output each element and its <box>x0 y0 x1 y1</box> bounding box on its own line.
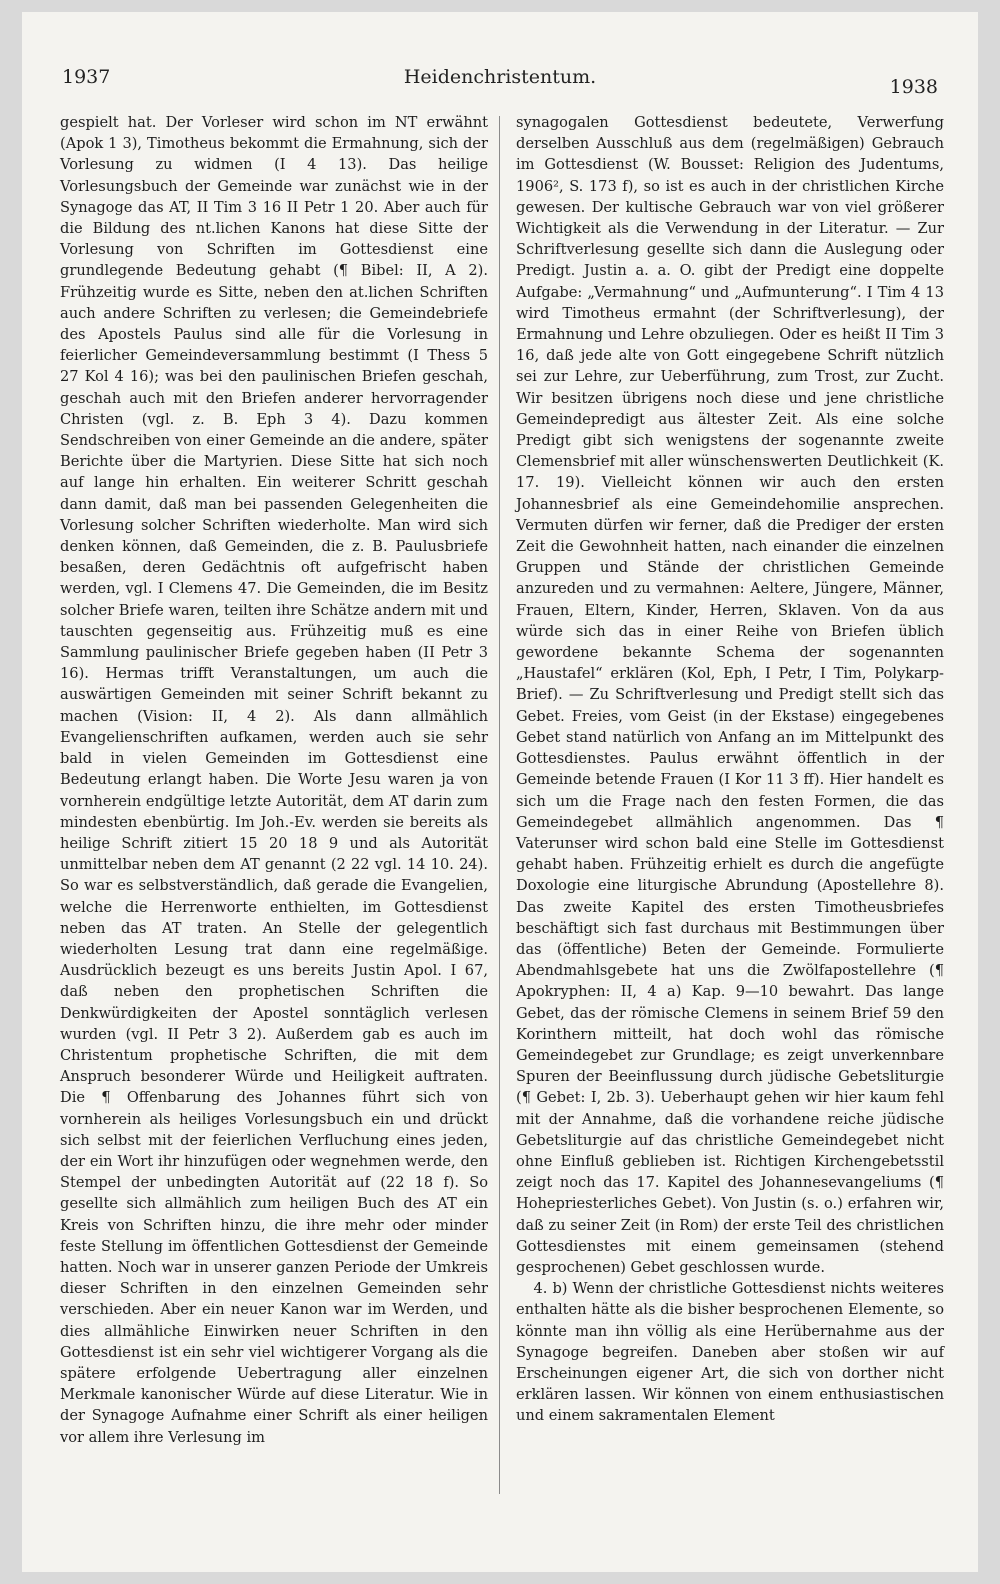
page-number-right: 1938 <box>889 76 938 98</box>
paragraph: gespielt hat. Der Vorleser wird schon im NT erwähnt (Apok 1 3), Timotheus bekommt die Ermahnung, sich der Vorlesung zu widmen (I 4 13). Das heilige Vorlesungsbuch der Gemeinde war zunächst wie in der Synagoge das AT, II Tim 3 16 II Petr 1 20. Aber auch für die Bildung des nt.lichen Kanons hat diese Sitte der Vorlesung von Schriften im Gottesdienst eine grundlegende Bedeutung gehabt (¶ Bibel: II, A 2). Frühzeitig wurde es Sitte, neben den at.lichen Schriften auch andere Schriften zu verlesen; die Gemeindebriefe des Apostels Paulus sind alle für die Vorlesung in feierlicher Gemeindeversammlung bestimmt (I Thess 5 27 Kol 4 16); was bei den paulinischen Briefen geschah, geschah auch mit den Briefen anderer hervorragender Christen (vgl. z. B. Eph 3 4). Dazu kommen Sendschreiben von einer Gemeinde an die andere, später Berichte über die Martyrien. Diese Sitte hat sich noch auf lange hin erhalten. Ein weiterer Schritt geschah dann damit, daß man bei passenden Gelegenheiten die Vorlesung solcher Schriften wiederholte. Man wird sich denken können, daß Gemeinden, die z. B. Paulusbriefe besaßen, deren Gedächtnis oft aufgefrischt haben werden, vgl. I Clemens 47. Die Gemeinden, die im Besitz solcher Briefe waren, teilten ihre Schätze andern mit und tauschten gegenseitig aus. Frühzeitig muß es eine Sammlung paulinischer Briefe gegeben haben (II Petr 3 16). Hermas trifft Veranstaltungen, um auch die auswärtigen Gemeinden mit seiner Schrift bekannt zu machen (Vision: II, 4 2). Als dann allmählich Evangelienschriften aufkamen, werden auch sie sehr bald in vielen Gemeinden im Gottesdienst eine Bedeutung erlangt haben. Die Worte Jesu waren ja von vornherein endgültige letzte Autorität, dem AT darin zum mindesten ebenbürtig. Im Joh.-Ev. werden sie bereits als heilige Schrift zitiert 15 20 18 9 und als Autorität unmittelbar neben dem AT genannt (2 22 vgl. 14 10. 24). So war es selbstverständlich, daß gerade die Evangelien, welche die Herrenworte enthielten, im Gottesdienst neben das AT traten. An Stelle der gelegentlich wiederholten Lesung trat dann eine regelmäßige. Ausdrücklich bezeugt es uns bereits Justin Apol. I 67, daß neben den prophetischen Schriften die Denkwürdigkeiten der Apostel sonntäglich verlesen wurden (vgl. II Petr 3 2). Außerdem gab es auch im Christentum prophetische Schriften, die mit dem Anspruch besonderer Würde und Heiligkeit auftraten. Die ¶ Offenbarung des Johannes führt sich von vornherein als heiliges Vorlesungsbuch ein und drückt sich selbst mit der feierlichen Verfluchung eines jeden, der ein Wort ihr hinzufügen oder wegnehmen werde, den Stempel der unbedingten Autorität auf (22 18 f). So gesellte sich allmählich zum heiligen Buch des AT ein Kreis von Schriften hinzu, die ihre mehr oder minder feste Stellung im öffentlichen Gottesdienst der Gemeinde hatten. Noch war in unserer ganzen Periode der Umkreis dieser Schriften in den einzelnen Gemeinden sehr verschieden. Aber ein neuer Kanon war im Werden, und dies allmähliche Einwirken neuer Schriften in den Gottesdienst ist ein sehr viel wichtigerer Vorgang als die spätere erfolgende Uebertragung aller einzelnen Merkmale kanonischer Würde auf diese Literatur. Wie in der Synagoge Aufnahme einer Schrift als einer heiligen vor allem ihre Verlesung im <box>60 114 488 1446</box>
paragraph: 4. b) Wenn der christliche Gottesdienst nichts weiteres enthalten hätte als die bisher besprochenen Elemente, so könnte man ihn völlig als eine Herübernahme aus der Synagoge begreifen. Daneben aber stoßen wir auf Erscheinungen eigener Art, die sich von dorther nicht erklären lassen. Wir können von einem enthusiastischen und einem sakramentalen Element <box>516 1280 944 1425</box>
page-number-left: 1937 <box>62 66 111 88</box>
book-page <box>22 12 978 1572</box>
paragraph: synagogalen Gottesdienst bedeutete, Verwerfung derselben Ausschluß aus dem (regelmäßigen) Gebrauch im Gottesdienst (W. Bousset: Religion des Judentums, 1906², S. 173 f), so ist es auch in der christlichen Kirche gewesen. Der kultische Gebrauch war von viel größerer Wichtigkeit als die Verwendung in der Literatur. — Zur Schriftverlesung gesellte sich dann die Auslegung oder Predigt. Justin a. a. O. gibt der Predigt eine doppelte Aufgabe: „Vermahnung“ und „Aufmunterung“. I Tim 4 13 wird Timotheus ermahnt (der Schriftverlesung), der Ermahnung und Lehre obzuliegen. Oder es heißt II Tim 3 16, daß jede alte von Gott eingegebene Schrift nützlich sei zur Lehre, zur Ueberführung, zum Trost, zur Zucht. Wir besitzen übrigens noch diese und jene christliche Gemeindepredigt aus ältester Zeit. Als eine solche Predigt gibt sich wenigstens der sogenannte zweite Clemensbrief mit aller wünschenswerten Deutlichkeit (K. 17. 19). Vielleicht können wir auch den ersten Johannesbrief als eine Gemeindehomilie ansprechen. Vermuten dürfen wir ferner, daß die Prediger der ersten Zeit die Gewohnheit hatten, nach einander die einzelnen Gruppen und Stände der christlichen Gemeinde anzureden und zu vermahnen: Aeltere, Jüngere, Männer, Frauen, Eltern, Kinder, Herren, Sklaven. Von da aus würde sich das in einer Reihe von Briefen üblich gewordene bekannte Schema der sogenannten „Haustafel“ erklären (Kol, Eph, I Petr, I Tim, Polykarp-Brief). — Zu Schriftverlesung und Predigt stellt sich das Gebet. Freies, vom Geist (in der Ekstase) eingegebenes Gebet stand natürlich von Anfang an im Mittelpunkt des Gottesdienstes. Paulus erwähnt öffentlich in der Gemeinde betende Frauen (I Kor 11 3 ff). Hier handelt es sich um die Frage nach den festen Formen, die das Gemeindegebet allmählich angenommen. Das ¶ Vaterunser wird schon bald eine Stelle im Gottesdienst gehabt haben. Frühzeitig erhielt es durch die angefügte Doxologie eine liturgische Abrundung (Apostellehre 8). Das zweite Kapitel des ersten Timotheusbriefes beschäftigt sich fast durchaus mit Bestimmungen über das (öffentliche) Beten der Gemeinde. Formulierte Abendmahlsgebete hat uns die Zwölfapostellehre (¶ Apokryphen: II, 4 a) Kap. 9—10 bewahrt. Das lange Gebet, das der römische Clemens in seinem Brief 59 den Korinthern mitteilt, hat doch wohl das römische Gemeindegebet zur Grundlage; es zeigt unverkennbare Spuren der Beeinflussung durch jüdische Gebetsliturgie (¶ Gebet: I, 2b. 3). Ueberhaupt gehen wir hier kaum fehl mit der Annahme, daß die vorhandene reiche jüdische Gebetsliturgie auf das christliche Gemeindegebet nicht ohne Einfluß geblieben ist. Richtigen Kirchengebetsstil zeigt noch das 17. Kapitel des Johannesevangeliums (¶ Hohepriesterliches Gebet). Von Justin (s. o.) erfahren wir, daß zu seiner Zeit (in Rom) der erste Teil des christlichen Gottesdienstes mit einem gemeinsamen (stehend gesprochenen) Gebet geschlossen wurde. <box>516 114 944 1276</box>
running-title: Heidenchristentum. <box>403 66 597 88</box>
page-header <box>62 64 938 104</box>
left-column <box>60 112 488 1448</box>
column-divider <box>499 116 500 1494</box>
right-column <box>516 112 944 1427</box>
